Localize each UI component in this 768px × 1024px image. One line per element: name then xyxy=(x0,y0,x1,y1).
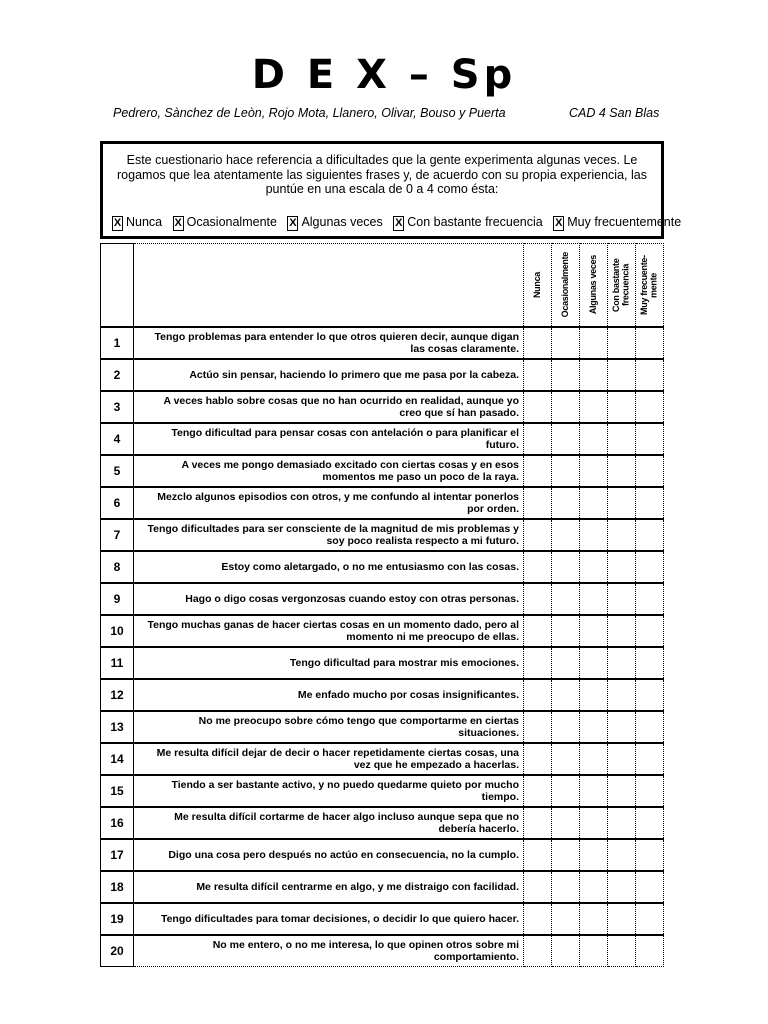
answer-cell-ocasionalmente[interactable] xyxy=(552,871,580,903)
question-text: Tengo dificultad para pensar cosas con antelación o para planificar el futuro. xyxy=(134,423,524,455)
answer-cell-con-bastante-frecuencia[interactable] xyxy=(608,711,636,743)
center-name: CAD 4 San Blas xyxy=(569,106,660,120)
answer-cell-nunca[interactable] xyxy=(524,839,552,871)
column-header-con-bastante-frecuencia xyxy=(608,244,636,328)
question-row xyxy=(101,391,664,423)
header-text-cell xyxy=(134,244,524,328)
question-text: Tiendo a ser bastante activo, y no puedo quedarme quieto por mucho tiempo. xyxy=(134,775,524,807)
answer-cell-algunas-veces[interactable] xyxy=(580,743,608,775)
question-number: 13 xyxy=(101,711,134,743)
answer-cell-algunas-veces[interactable] xyxy=(580,455,608,487)
answer-cell-ocasionalmente[interactable] xyxy=(552,839,580,871)
question-row xyxy=(101,583,664,615)
answer-cell-muy-frecuentemente[interactable] xyxy=(636,711,664,743)
scale-item-ocasionalmente xyxy=(173,215,277,231)
answer-cell-muy-frecuentemente[interactable] xyxy=(636,679,664,711)
column-header-nunca xyxy=(524,244,552,328)
answer-cell-ocasionalmente[interactable] xyxy=(552,519,580,551)
answer-cell-ocasionalmente[interactable] xyxy=(552,423,580,455)
question-number: 2 xyxy=(101,359,134,391)
question-row xyxy=(101,903,664,935)
question-text: Tengo dificultad para mostrar mis emociones. xyxy=(134,647,524,679)
question-text: Tengo muchas ganas de hacer ciertas cosas en un momento dado, pero al momento ni me preocupo de ellas. xyxy=(134,615,524,647)
question-text: Me enfado mucho por cosas insignificantes. xyxy=(134,679,524,711)
question-text: Digo una cosa pero después no actúo en consecuencia, no la cumplo. xyxy=(134,839,524,871)
answer-cell-muy-frecuentemente[interactable] xyxy=(636,775,664,807)
question-text: Me resulta difícil centrarme en algo, y me distraigo con facilidad. xyxy=(134,871,524,903)
answer-cell-con-bastante-frecuencia[interactable] xyxy=(608,679,636,711)
answer-cell-con-bastante-frecuencia[interactable] xyxy=(608,519,636,551)
questionnaire-table xyxy=(100,243,664,967)
column-label-ocasionalmente: Ocasionalmente xyxy=(559,252,570,318)
column-label-con-bastante-frecuencia: Con bastante frecuencia xyxy=(610,258,630,312)
answer-cell-muy-frecuentemente[interactable] xyxy=(636,519,664,551)
instructions-text: Este cuestionario hace referencia a dificultades que la gente experimenta algunas veces. Le rogamos que lea atentamente las siguientes frases y, de acuerdo con su propia experiencia, las puntúe en una escala de 0 a 4 como ésta: xyxy=(117,153,647,196)
answer-cell-nunca[interactable] xyxy=(524,775,552,807)
answer-cell-algunas-veces[interactable] xyxy=(580,647,608,679)
answer-cell-muy-frecuentemente[interactable] xyxy=(636,423,664,455)
answer-cell-nunca[interactable] xyxy=(524,903,552,935)
answer-cell-algunas-veces[interactable] xyxy=(580,519,608,551)
scale-checkbox-algunas-veces[interactable]: X xyxy=(289,217,297,229)
question-text: Me resulta difícil cortarme de hacer algo incluso aunque sepa que no debería hacerlo. xyxy=(134,807,524,839)
question-number: 1 xyxy=(101,327,134,359)
answer-cell-ocasionalmente[interactable] xyxy=(552,679,580,711)
answer-cell-con-bastante-frecuencia[interactable] xyxy=(608,647,636,679)
answer-cell-ocasionalmente[interactable] xyxy=(552,903,580,935)
scale-checkbox-nunca[interactable]: X xyxy=(113,217,122,229)
answer-cell-ocasionalmente[interactable] xyxy=(552,775,580,807)
question-row xyxy=(101,487,664,519)
answer-cell-muy-frecuentemente[interactable] xyxy=(636,359,664,391)
answer-cell-nunca[interactable] xyxy=(524,647,552,679)
answer-cell-nunca[interactable] xyxy=(524,935,552,967)
answer-cell-algunas-veces[interactable] xyxy=(580,551,608,583)
answer-cell-con-bastante-frecuencia[interactable] xyxy=(608,615,636,647)
question-text: No me preocupo sobre cómo tengo que comportarme en ciertas situaciones. xyxy=(134,711,524,743)
column-header-muy-frecuentemente xyxy=(636,244,664,328)
question-number: 9 xyxy=(101,583,134,615)
question-row xyxy=(101,423,664,455)
answer-cell-ocasionalmente[interactable] xyxy=(552,327,580,359)
answer-cell-ocasionalmente[interactable] xyxy=(552,359,580,391)
question-row xyxy=(101,327,664,359)
scale-checkbox-ocasionalmente[interactable]: X xyxy=(174,217,182,229)
answer-cell-muy-frecuentemente[interactable] xyxy=(636,327,664,359)
question-number: 20 xyxy=(101,935,134,967)
answer-cell-nunca[interactable] xyxy=(524,423,552,455)
answer-cell-con-bastante-frecuencia[interactable] xyxy=(608,327,636,359)
question-row xyxy=(101,711,664,743)
answer-cell-con-bastante-frecuencia[interactable] xyxy=(608,903,636,935)
answer-cell-algunas-veces[interactable] xyxy=(580,359,608,391)
column-header-algunas-veces xyxy=(580,244,608,328)
answer-cell-ocasionalmente[interactable] xyxy=(552,455,580,487)
answer-cell-ocasionalmente[interactable] xyxy=(552,743,580,775)
answer-cell-nunca[interactable] xyxy=(524,455,552,487)
answer-cell-algunas-veces[interactable] xyxy=(580,679,608,711)
answer-cell-nunca[interactable] xyxy=(524,551,552,583)
scale-label-ocasionalmente: Ocasionalmente xyxy=(186,215,277,229)
question-number: 6 xyxy=(101,487,134,519)
question-row xyxy=(101,935,664,967)
question-row xyxy=(101,359,664,391)
question-text: Mezclo algunos episodios con otros, y me confundo al intentar ponerlos por orden. xyxy=(134,487,524,519)
answer-cell-muy-frecuentemente[interactable] xyxy=(636,935,664,967)
column-label-algunas-veces: Algunas veces xyxy=(587,255,598,315)
question-row xyxy=(101,871,664,903)
scale-label-nunca: Nunca xyxy=(126,215,163,229)
answer-cell-ocasionalmente[interactable] xyxy=(552,583,580,615)
answer-cell-con-bastante-frecuencia[interactable] xyxy=(608,391,636,423)
question-row xyxy=(101,775,664,807)
column-label-muy-frecuentemente: Muy frecuente-mente xyxy=(638,255,658,315)
question-number: 5 xyxy=(101,455,134,487)
scale-item-nunca xyxy=(112,215,162,231)
scale-label-muy-frecuentemente: Muy frecuentemente xyxy=(567,215,682,229)
answer-cell-con-bastante-frecuencia[interactable] xyxy=(608,871,636,903)
question-row xyxy=(101,839,664,871)
answer-cell-algunas-veces[interactable] xyxy=(580,839,608,871)
question-number: 14 xyxy=(101,743,134,775)
authors-line: Pedrero, Sànchez de Leòn, Rojo Mota, Llanero, Olivar, Bouso y Puerta xyxy=(113,106,506,120)
question-number: 10 xyxy=(101,615,134,647)
answer-cell-algunas-veces[interactable] xyxy=(580,775,608,807)
question-number: 12 xyxy=(101,679,134,711)
question-number: 18 xyxy=(101,871,134,903)
answer-cell-con-bastante-frecuencia[interactable] xyxy=(608,935,636,967)
answer-cell-nunca[interactable] xyxy=(524,487,552,519)
answer-cell-con-bastante-frecuencia[interactable] xyxy=(608,775,636,807)
answer-cell-nunca[interactable] xyxy=(524,711,552,743)
answer-cell-ocasionalmente[interactable] xyxy=(552,615,580,647)
answer-cell-nunca[interactable] xyxy=(524,679,552,711)
answer-cell-ocasionalmente[interactable] xyxy=(552,647,580,679)
answer-cell-con-bastante-frecuencia[interactable] xyxy=(608,551,636,583)
answer-cell-nunca[interactable] xyxy=(524,583,552,615)
answer-cell-ocasionalmente[interactable] xyxy=(552,711,580,743)
question-number: 17 xyxy=(101,839,134,871)
answer-cell-con-bastante-frecuencia[interactable] xyxy=(608,359,636,391)
rating-scale xyxy=(112,215,688,231)
answer-cell-algunas-veces[interactable] xyxy=(580,903,608,935)
scale-item-muy-frecuentemente xyxy=(553,215,681,231)
answer-cell-con-bastante-frecuencia[interactable] xyxy=(608,487,636,519)
question-text: A veces me pongo demasiado excitado con ciertas cosas y en esos momentos me paso un poco de la raya. xyxy=(134,455,524,487)
answer-cell-ocasionalmente[interactable] xyxy=(552,807,580,839)
answer-cell-muy-frecuentemente[interactable] xyxy=(636,839,664,871)
question-number: 8 xyxy=(101,551,134,583)
answer-cell-algunas-veces[interactable] xyxy=(580,935,608,967)
question-row xyxy=(101,679,664,711)
question-number: 19 xyxy=(101,903,134,935)
scale-checkbox-con-bastante-frecuencia[interactable]: X xyxy=(395,217,403,229)
question-row xyxy=(101,647,664,679)
question-text: Tengo dificultades para tomar decisiones, o decidir lo que quiero hacer. xyxy=(134,903,524,935)
answer-cell-con-bastante-frecuencia[interactable] xyxy=(608,583,636,615)
answer-cell-ocasionalmente[interactable] xyxy=(552,391,580,423)
question-number: 4 xyxy=(101,423,134,455)
answer-cell-ocasionalmente[interactable] xyxy=(552,487,580,519)
question-text: Actúo sin pensar, haciendo lo primero que me pasa por la cabeza. xyxy=(134,359,524,391)
answer-cell-muy-frecuentemente[interactable] xyxy=(636,455,664,487)
question-row xyxy=(101,551,664,583)
column-label-nunca: Nunca xyxy=(531,271,542,298)
answer-cell-algunas-veces[interactable] xyxy=(580,871,608,903)
answer-cell-algunas-veces[interactable] xyxy=(580,327,608,359)
answer-cell-algunas-veces[interactable] xyxy=(580,711,608,743)
answer-cell-muy-frecuentemente[interactable] xyxy=(636,583,664,615)
answer-cell-muy-frecuentemente[interactable] xyxy=(636,903,664,935)
answer-cell-nunca[interactable] xyxy=(524,871,552,903)
question-row xyxy=(101,615,664,647)
answer-cell-con-bastante-frecuencia[interactable] xyxy=(608,455,636,487)
question-number: 7 xyxy=(101,519,134,551)
answer-cell-muy-frecuentemente[interactable] xyxy=(636,807,664,839)
answer-cell-algunas-veces[interactable] xyxy=(580,391,608,423)
question-text: A veces hablo sobre cosas que no han ocurrido en realidad, aunque yo creo que sí han pasado. xyxy=(134,391,524,423)
answer-cell-algunas-veces[interactable] xyxy=(580,487,608,519)
answer-cell-muy-frecuentemente[interactable] xyxy=(636,615,664,647)
page-title: D E X – Sp xyxy=(251,52,517,98)
answer-cell-nunca[interactable] xyxy=(524,615,552,647)
question-number: 15 xyxy=(101,775,134,807)
question-text: No me entero, o no me interesa, lo que opinen otros sobre mi comportamiento. xyxy=(134,935,524,967)
question-row xyxy=(101,519,664,551)
answer-cell-nunca[interactable] xyxy=(524,327,552,359)
question-text: Me resulta difícil dejar de decir o hacer repetidamente ciertas cosas, una vez que he empezado a hacerlas. xyxy=(134,743,524,775)
scale-checkbox-muy-frecuentemente[interactable]: X xyxy=(555,217,563,229)
scale-item-algunas-veces xyxy=(287,215,382,231)
question-row xyxy=(101,807,664,839)
answer-cell-con-bastante-frecuencia[interactable] xyxy=(608,839,636,871)
answer-cell-con-bastante-frecuencia[interactable] xyxy=(608,807,636,839)
question-number: 16 xyxy=(101,807,134,839)
answer-cell-nunca[interactable] xyxy=(524,519,552,551)
scale-label-algunas-veces: Algunas veces xyxy=(301,215,383,229)
scale-label-con-bastante-frecuencia: Con bastante frecuencia xyxy=(407,215,543,229)
answer-cell-nunca[interactable] xyxy=(524,807,552,839)
answer-cell-muy-frecuentemente[interactable] xyxy=(636,391,664,423)
answer-cell-muy-frecuentemente[interactable] xyxy=(636,647,664,679)
question-number: 11 xyxy=(101,647,134,679)
answer-cell-nunca[interactable] xyxy=(524,359,552,391)
instructions-box xyxy=(100,141,682,239)
answer-cell-muy-frecuentemente[interactable] xyxy=(636,871,664,903)
question-text: Tengo problemas para entender lo que otros quieren decir, aunque digan las cosas claramente. xyxy=(134,327,524,359)
scale-item-con-bastante-frecuencia xyxy=(393,215,543,231)
answer-cell-algunas-veces[interactable] xyxy=(580,583,608,615)
question-row xyxy=(101,455,664,487)
question-text: Tengo dificultades para ser consciente de la magnitud de mis problemas y soy poco realista respecto a mi futuro. xyxy=(134,519,524,551)
answer-cell-muy-frecuentemente[interactable] xyxy=(636,487,664,519)
question-text: Hago o digo cosas vergonzosas cuando estoy con otras personas. xyxy=(134,583,524,615)
question-number: 3 xyxy=(101,391,134,423)
answer-cell-con-bastante-frecuencia[interactable] xyxy=(608,423,636,455)
answer-cell-algunas-veces[interactable] xyxy=(580,615,608,647)
answer-cell-nunca[interactable] xyxy=(524,391,552,423)
column-header-ocasionalmente xyxy=(552,244,580,328)
question-text: Estoy como aletargado, o no me entusiasmo con las cosas. xyxy=(134,551,524,583)
question-row xyxy=(101,743,664,775)
answer-cell-ocasionalmente[interactable] xyxy=(552,935,580,967)
answer-cell-muy-frecuentemente[interactable] xyxy=(636,551,664,583)
answer-cell-ocasionalmente[interactable] xyxy=(552,551,580,583)
answer-cell-con-bastante-frecuencia[interactable] xyxy=(608,743,636,775)
header-row xyxy=(101,244,664,328)
answer-cell-muy-frecuentemente[interactable] xyxy=(636,743,664,775)
answer-cell-nunca[interactable] xyxy=(524,743,552,775)
answer-cell-algunas-veces[interactable] xyxy=(580,423,608,455)
header-num-cell xyxy=(101,244,134,328)
answer-cell-algunas-veces[interactable] xyxy=(580,807,608,839)
